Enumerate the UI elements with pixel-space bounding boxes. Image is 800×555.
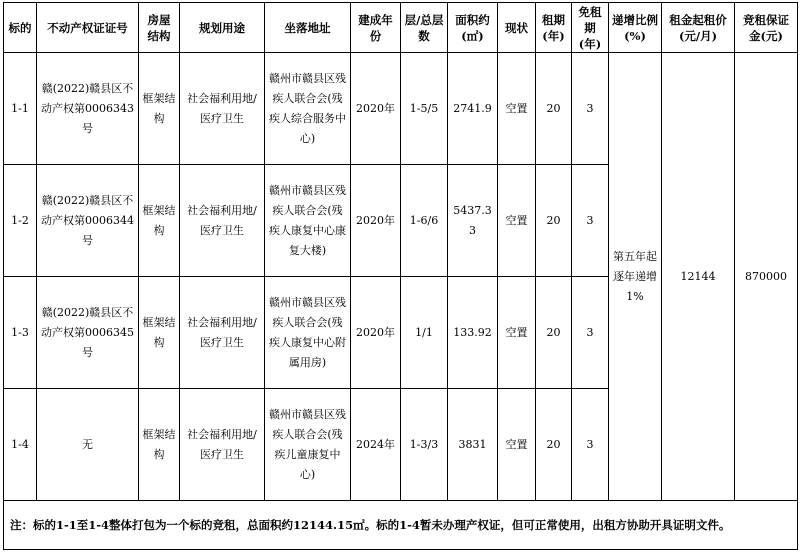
header-structure: 房屋结构 xyxy=(139,3,180,53)
note-row xyxy=(4,501,798,550)
cell-area: 133.92 xyxy=(448,277,498,389)
note-text: 注：标的1-1至1-4整体打包为一个标的竞租，总面积约12144.15㎡。标的1-4暂未办理产权证，但可正常使用，出租方协助开具证明文件。 xyxy=(4,501,798,550)
cell-structure: 框架结构 xyxy=(139,53,180,165)
header-lot: 标的 xyxy=(4,3,37,53)
cell-structure: 框架结构 xyxy=(139,165,180,277)
cell-cert: 赣(2022)赣县区不动产权第0006345号 xyxy=(37,277,139,389)
cell-usage: 社会福利用地/医疗卫生 xyxy=(180,389,265,501)
cell-floor: 1-6/6 xyxy=(401,165,448,277)
cell-address: 赣州市赣县区残疾人联合会(残疾人康复中心康复大楼) xyxy=(265,165,351,277)
cell-area: 3831 xyxy=(448,389,498,501)
cell-area: 5437.33 xyxy=(448,165,498,277)
cell-floor: 1/1 xyxy=(401,277,448,389)
cell-term: 20 xyxy=(536,165,572,277)
header-area: 面积约(㎡) xyxy=(448,3,498,53)
cell-increase: 第五年起逐年递增1% xyxy=(609,53,662,501)
cell-lot: 1-2 xyxy=(4,165,37,277)
cell-usage: 社会福利用地/医疗卫生 xyxy=(180,277,265,389)
header-free: 免租期(年) xyxy=(572,3,609,53)
cell-cert: 赣(2022)赣县区不动产权第0006344号 xyxy=(37,165,139,277)
header-usage: 规划用途 xyxy=(180,3,265,53)
table-row xyxy=(4,53,798,165)
cell-address: 赣州市赣县区残疾人联合会(残疾人综合服务中心) xyxy=(265,53,351,165)
header-cert: 不动产权证证号 xyxy=(37,3,139,53)
cell-cert: 无 xyxy=(37,389,139,501)
cell-free: 3 xyxy=(572,389,609,501)
header-price: 租金起租价(元/月) xyxy=(662,3,735,53)
cell-status: 空置 xyxy=(498,53,536,165)
cell-price: 12144 xyxy=(662,53,735,501)
header-address: 坐落地址 xyxy=(265,3,351,53)
cell-term: 20 xyxy=(536,53,572,165)
lease-table xyxy=(3,2,798,550)
cell-year: 2020年 xyxy=(351,277,401,389)
cell-area: 2741.9 xyxy=(448,53,498,165)
header-year: 建成年份 xyxy=(351,3,401,53)
cell-floor: 1-5/5 xyxy=(401,53,448,165)
header-row xyxy=(4,3,798,53)
cell-address: 赣州市赣县区残疾人联合会(残疾儿童康复中心) xyxy=(265,389,351,501)
cell-year: 2020年 xyxy=(351,165,401,277)
cell-usage: 社会福利用地/医疗卫生 xyxy=(180,53,265,165)
cell-free: 3 xyxy=(572,53,609,165)
cell-free: 3 xyxy=(572,165,609,277)
cell-floor: 1-3/3 xyxy=(401,389,448,501)
header-increase: 递增比例(%) xyxy=(609,3,662,53)
cell-cert: 赣(2022)赣县区不动产权第0006343号 xyxy=(37,53,139,165)
cell-year: 2020年 xyxy=(351,53,401,165)
header-term: 租期(年) xyxy=(536,3,572,53)
cell-status: 空置 xyxy=(498,165,536,277)
cell-status: 空置 xyxy=(498,277,536,389)
cell-status: 空置 xyxy=(498,389,536,501)
header-floor: 层/总层数 xyxy=(401,3,448,53)
cell-free: 3 xyxy=(572,277,609,389)
header-status: 现状 xyxy=(498,3,536,53)
cell-usage: 社会福利用地/医疗卫生 xyxy=(180,165,265,277)
cell-deposit: 870000 xyxy=(735,53,798,501)
cell-lot: 1-4 xyxy=(4,389,37,501)
cell-structure: 框架结构 xyxy=(139,389,180,501)
cell-year: 2024年 xyxy=(351,389,401,501)
cell-address: 赣州市赣县区残疾人联合会(残疾人康复中心附属用房) xyxy=(265,277,351,389)
cell-term: 20 xyxy=(536,389,572,501)
cell-term: 20 xyxy=(536,277,572,389)
cell-structure: 框架结构 xyxy=(139,277,180,389)
header-deposit: 竞租保证金(元) xyxy=(735,3,798,53)
cell-lot: 1-1 xyxy=(4,53,37,165)
cell-lot: 1-3 xyxy=(4,277,37,389)
